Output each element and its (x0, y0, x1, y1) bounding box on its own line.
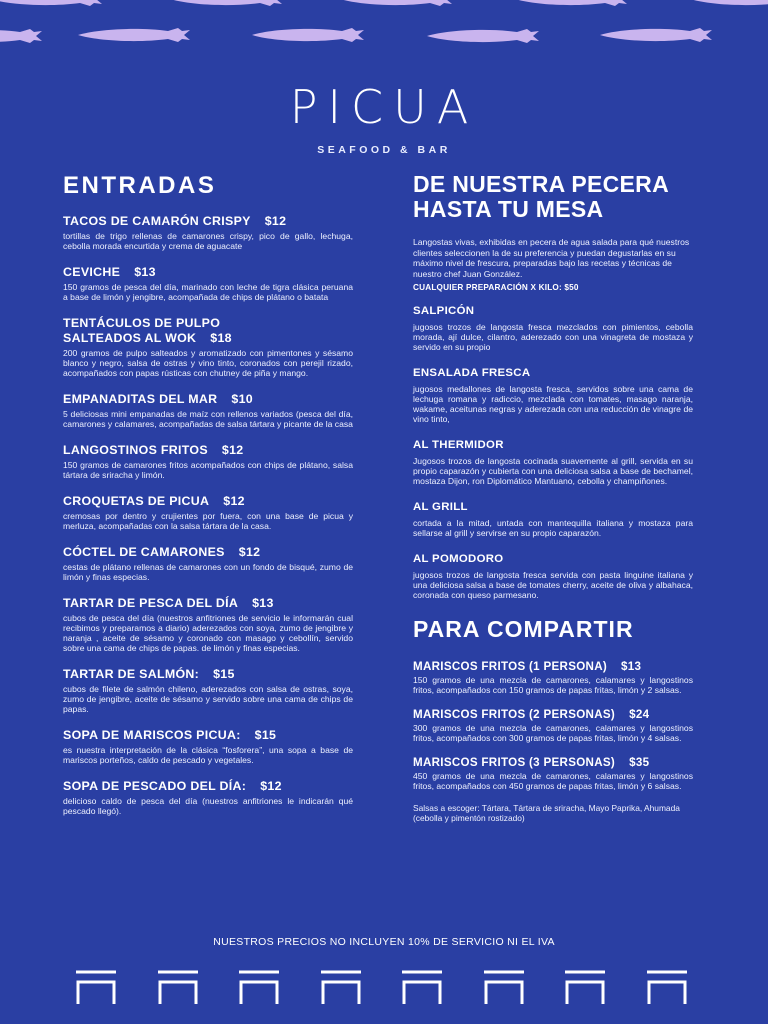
menu-item-title: EMPANADITAS DEL MAR (63, 392, 218, 406)
menu-item-description: cubos de pesca del día (nuestros anfitriones de servicio le informarán cual recibimos y preparamos a diario) aderezados con soya, zumo de jengibre y naranja , aceite de sésamo y coronado con masago y cebollín, servido sobre una cama de chips de papas. de limón y finas especias. (63, 613, 353, 653)
menu-item-title: SOPA DE PESCADO DEL DÍA: (63, 779, 247, 793)
menu-item-description: delicioso caldo de pesca del día (nuestros anfitriones le indicarán qué pescado llegó). (63, 796, 353, 816)
section-title-entradas: ENTRADAS (63, 172, 217, 199)
menu-item-description: jugosos trozos de langosta fresca servida con pasta linguine italiana y una deliciosa salsa a base de tomates cherry, aceite de oliva y albahaca, coronada con queso parmesano. (413, 570, 693, 600)
menu-item-name (413, 755, 693, 770)
fish-icon (427, 29, 539, 43)
brand-logo (0, 80, 768, 156)
menu-item-description: cremosas por dentro y crujientes por fuera, con una base de picua y merluza, acompañadas con la salsa tártara de la casa. (63, 511, 353, 531)
menu-item (63, 545, 353, 582)
arch-icon (238, 969, 280, 1005)
fish-icon (78, 28, 190, 42)
menu-item (413, 659, 693, 695)
arch-icon (320, 969, 362, 1005)
menu-item-title: CROQUETAS DE PICUA (63, 494, 210, 508)
fish-icon (252, 28, 364, 42)
entradas-section (63, 172, 353, 830)
menu-item-price: $13 (621, 660, 642, 673)
menu-item-title: ENSALADA FRESCA (413, 367, 531, 379)
menu-item-title: AL POMODORO (413, 553, 504, 565)
menu-item-name (63, 667, 353, 682)
menu-item (63, 316, 353, 378)
menu-item (63, 596, 353, 653)
menu-item-price: $24 (629, 708, 650, 721)
menu-item (413, 500, 693, 538)
arch-icon (157, 969, 199, 1005)
menu-item-title: LANGOSTINOS FRITOS (63, 443, 208, 457)
menu-item-description: 150 gramos de pesca del día, marinado con leche de tigra clásica peruana a base de limón y jengibre, acompañada de chips de plátano o batata (63, 282, 353, 302)
menu-item-title: TARTAR DE PESCA DEL DÍA (63, 596, 239, 610)
menu-item-description: 450 gramos de una mezcla de camarones, calamares y langostinos fritos, acompañados con 450 gramos de papas fritas, limón y 6 salsas. (413, 771, 693, 791)
arch-icon (483, 969, 525, 1005)
menu-item-name (63, 265, 353, 280)
menu-item (63, 214, 353, 251)
menu-item-title: CÓCTEL DE CAMARONES (63, 545, 225, 559)
menu-item-name (413, 659, 693, 674)
menu-item-price: $10 (231, 392, 253, 406)
kilo-price-note: CUALQUIER PREPARACIÓN X KILO: $50 (413, 283, 579, 292)
arch-icon (75, 969, 117, 1005)
menu-item-price: $13 (134, 265, 156, 279)
arch-icon (646, 969, 688, 1005)
menu-item-title: TARTAR DE SALMÓN: (63, 667, 200, 681)
menu-item (413, 438, 693, 486)
menu-item-description: jugosos trozos de langosta fresca mezclados con pimientos, cebolla morada, ají dulce, cilantro, aderezado con una vinagreta de mostaza y servido en su propio (413, 322, 693, 352)
arch-icon (564, 969, 606, 1005)
menu-item-description: cubos de filete de salmón chileno, aderezados con salsa de ostras, soya, zumo de jengibre, aceite de sésamo y servido sobre una cama de chips de papas. (63, 684, 353, 714)
menu-item-price: $12 (264, 214, 287, 228)
menu-item-price: $35 (629, 756, 650, 769)
menu-item-title: MARISCOS FRITOS (2 PERSONAS) (413, 708, 616, 721)
compartir-list (413, 659, 693, 791)
menu-item-price: $15 (254, 728, 277, 742)
menu-item (63, 443, 353, 480)
menu-item-name (413, 552, 693, 567)
menu-item-title: CEVICHE (63, 265, 121, 279)
fish-icon (690, 0, 768, 6)
footer-note: NUESTROS PRECIOS NO INCLUYEN 10% DE SERVICIO NI EL IVA (213, 936, 555, 948)
sauces-note: Salsas a escoger: Tártara, Tártara de sriracha, Mayo Paprika, Ahumada (cebolla y pimentón rostizado) (413, 803, 680, 823)
menu-item-name (63, 443, 353, 458)
menu-item-name (63, 392, 353, 407)
menu-item-price: $12 (221, 443, 244, 457)
menu-item-description: 300 gramos de una mezcla de camarones, calamares y langostinos fritos, acompañados con 300 gramos de papas fritas, limón y 4 salsas. (413, 723, 693, 743)
menu-item (63, 779, 353, 816)
menu-item-description: cortada a la mitad, untada con mantequilla italiana y mostaza para sellarse al grill y servirse en su propio caparazón. (413, 518, 693, 538)
menu-item-description: es nuestra interpretación de la clásica “fosforera”, una sopa a base de mariscos porteños, caldo de pescado y vegetales. (63, 745, 353, 765)
menu-item-description: 150 gramos de una mezcla de camarones, calamares y langostinos fritos, acompañados con 150 gramos de papas fritas, limón y 2 salsas. (413, 675, 693, 695)
menu-item-name (63, 214, 353, 229)
menu-item-description: 150 gramos de camarones fritos acompañados con chips de plátano, salsa tártara de sriracha y limón. (63, 460, 353, 480)
fish-icon (600, 28, 712, 42)
menu-item (63, 667, 353, 714)
menu-item-name (413, 304, 693, 319)
menu-item-title: TACOS DE CAMARÓN CRISPY (63, 214, 251, 228)
menu-item-title: MARISCOS FRITOS (3 PERSONAS) (413, 756, 616, 769)
menu-item (413, 755, 693, 791)
fish-icon (340, 0, 452, 6)
menu-item (413, 366, 693, 424)
section-title-compartir: PARA COMPARTIR (413, 616, 634, 642)
menu-item-description: 200 gramos de pulpo salteados y aromatizado con pimentones y sésamo blanco y negro, salsa de ostras y vino tinto, coronados con perejil rizado, acompañados con papas rústicas con chutney de piña y mango. (63, 348, 353, 378)
menu-item-name (63, 596, 353, 611)
menu-item-name (63, 728, 353, 743)
fish-icon (0, 29, 42, 43)
logo-tagline: SEAFOOD & BAR (317, 144, 451, 156)
menu-item-name (63, 316, 263, 346)
menu-item-title: AL THERMIDOR (413, 439, 504, 451)
fish-icon (170, 0, 282, 6)
menu-item (63, 392, 353, 429)
menu-item-title: AL GRILL (413, 501, 468, 513)
menu-item (63, 494, 353, 531)
menu-item-title: SALPICÓN (413, 305, 475, 317)
entradas-list (63, 214, 353, 816)
arch-icon (401, 969, 443, 1005)
menu-item-price: $13 (252, 596, 274, 610)
fish-icon (515, 0, 627, 6)
menu-item-title: TENTÁCULOS DE PULPO SALTEADOS AL WOK (63, 316, 221, 345)
menu-item-description: tortillas de trigo rellenas de camarones crispy, pico de gallo, lechuga, cebolla morada encurtida y crema de aguacate (63, 231, 353, 251)
arch-icon-row (75, 969, 695, 1005)
right-column (413, 172, 693, 823)
menu-item (413, 552, 693, 600)
menu-item-name (63, 779, 353, 794)
menu-item-title: MARISCOS FRITOS (1 PERSONA) (413, 660, 608, 673)
menu-item-name (413, 438, 693, 453)
menu-item-name (63, 545, 353, 560)
menu-item (63, 728, 353, 765)
menu-item (413, 304, 693, 352)
fish-icon (0, 0, 102, 6)
section-title-pecera: DE NUESTRA PECERA HASTA TU MESA (413, 171, 669, 222)
menu-item-name (413, 366, 693, 381)
menu-item-price: $18 (210, 331, 232, 345)
menu-item-name (413, 707, 693, 722)
menu-item-price: $12 (223, 494, 245, 508)
logo-wordmark: PICUA (289, 80, 479, 134)
menu-item-price: $12 (260, 779, 282, 793)
fish-pattern (0, 0, 768, 60)
menu-item-description: Jugosos trozos de langosta cocinada suavemente al grill, servida en su propio caparazón y cubierta con una deliciosa salsa a base de bechamel, mostaza Dijon, ron Diplomático Mantuano, cebolla y champiñones. (413, 456, 693, 486)
pecera-intro: Langostas vivas, exhibidas en pecera de agua salada para qué nuestros clientes seleccionen la de su preferencia y puedan degustarlas en su máximo nivel de frescura, preparadas bajo las recetas y técnicas de nuestro chef Juan González. (413, 237, 690, 279)
menu-item-description: cestas de plátano rellenas de camarones con un fondo de bisqué, zumo de limón y finas especias. (63, 562, 353, 582)
menu-item-price: $15 (213, 667, 235, 681)
menu-item-price: $12 (238, 545, 261, 559)
fish-pattern-band (0, 0, 768, 60)
pecera-list (413, 304, 693, 600)
menu-item-name (413, 500, 693, 515)
menu-item-description: 5 deliciosas mini empanadas de maíz con rellenos variados (pesca del día, camarones y calamares, acompañadas de salsa tártara y picante de la casa (63, 409, 353, 429)
menu-item-description: jugosos medallones de langosta fresca, servidos sobre una cama de lechuga romana y radiccio, mezclada con tomates, masago naranja, wakame, aceitunas negras y aderezada con una reducción de vinagre de vino tinto, (413, 384, 693, 424)
menu-item (63, 265, 353, 302)
menu-item-name (63, 494, 353, 509)
menu-item-title: SOPA DE MARISCOS PICUA: (63, 728, 241, 742)
menu-item (413, 707, 693, 743)
